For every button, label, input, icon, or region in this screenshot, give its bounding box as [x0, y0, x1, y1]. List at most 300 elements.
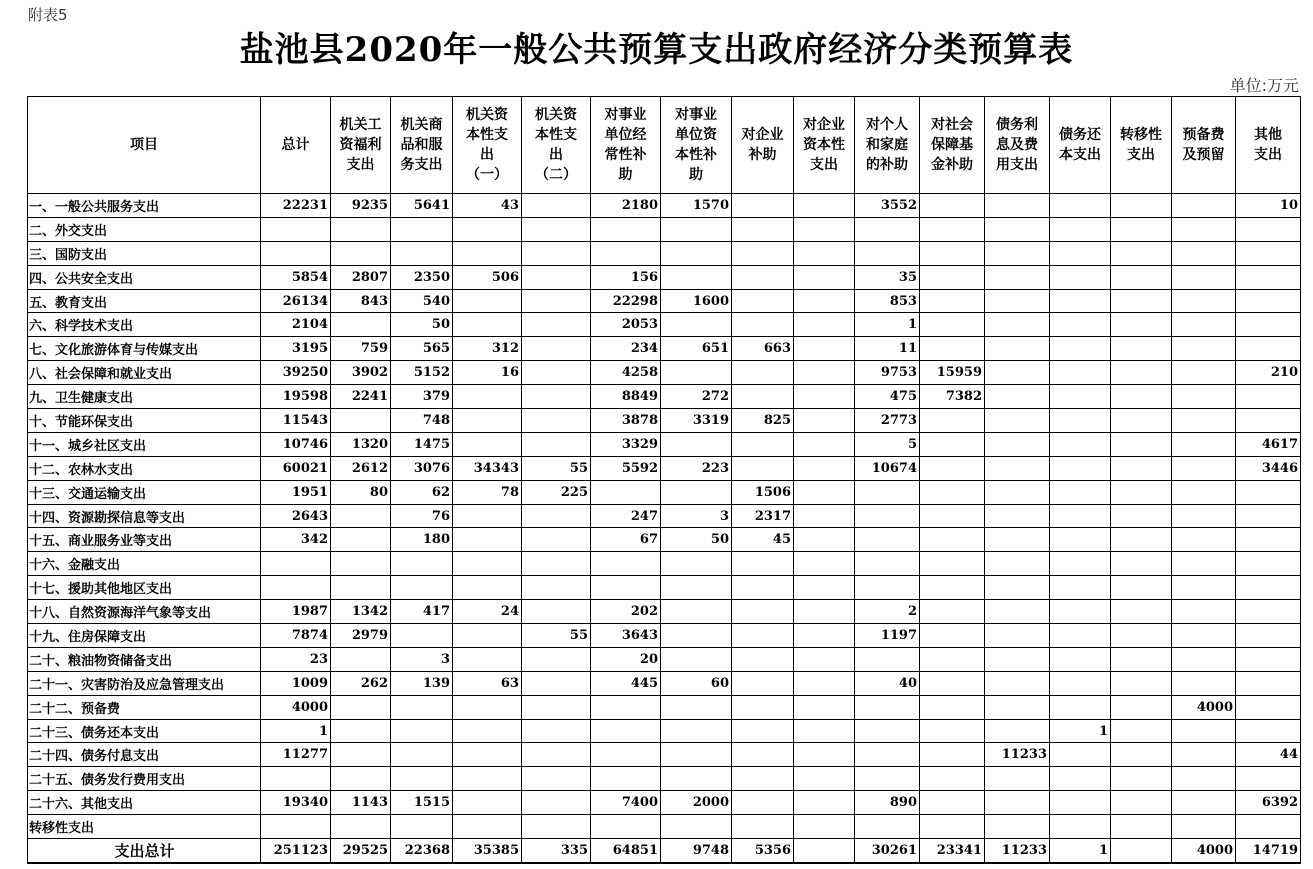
table-cell: 2241	[331, 385, 391, 409]
table-row	[28, 576, 1301, 600]
table-cell	[1050, 480, 1111, 504]
column-header	[591, 97, 661, 194]
table-cell	[522, 767, 591, 791]
table-cell	[1236, 767, 1301, 791]
table-cell	[855, 504, 920, 528]
table-cell	[985, 194, 1050, 218]
table-cell	[1172, 265, 1236, 289]
table-cell: 1	[261, 719, 331, 743]
table-cell	[391, 552, 453, 576]
table-cell	[522, 504, 591, 528]
table-cell	[855, 241, 920, 265]
table-cell	[732, 552, 794, 576]
table-cell	[1111, 815, 1172, 839]
table-cell: 223	[661, 456, 732, 480]
row-label: 二十二、预备费	[28, 695, 261, 719]
table-cell	[1172, 456, 1236, 480]
column-header	[453, 97, 522, 194]
table-cell	[331, 743, 391, 767]
table-cell: 1009	[261, 671, 331, 695]
budget-table	[27, 96, 1301, 864]
table-cell	[1050, 361, 1111, 385]
table-cell: 202	[591, 600, 661, 624]
table-cell: 9235	[331, 194, 391, 218]
row-label: 十二、农林水支出	[28, 456, 261, 480]
column-header	[1050, 97, 1111, 194]
table-cell: 1342	[331, 600, 391, 624]
table-cell	[1050, 194, 1111, 218]
table-cell	[661, 480, 732, 504]
table-cell	[985, 241, 1050, 265]
column-header-label: 机关资 本性支 出 （二）	[535, 107, 577, 183]
table-row	[28, 624, 1301, 648]
table-cell	[1111, 719, 1172, 743]
table-cell	[1111, 456, 1172, 480]
row-label: 十九、住房保障支出	[28, 624, 261, 648]
table-cell	[591, 217, 661, 241]
table-cell: 11277	[261, 743, 331, 767]
row-label: 十三、交通运输支出	[28, 480, 261, 504]
column-header-label: 总计	[281, 137, 310, 153]
table-cell	[1172, 671, 1236, 695]
table-cell	[794, 528, 855, 552]
table-cell: 1506	[732, 480, 794, 504]
table-cell	[1050, 695, 1111, 719]
table-cell	[1172, 791, 1236, 815]
table-cell	[920, 624, 985, 648]
table-cell	[732, 265, 794, 289]
table-cell	[985, 217, 1050, 241]
table-cell	[1050, 456, 1111, 480]
table-cell	[794, 289, 855, 313]
table-cell: 379	[391, 385, 453, 409]
table-cell	[661, 647, 732, 671]
table-cell	[1236, 289, 1301, 313]
table-row	[28, 217, 1301, 241]
table-cell: 251123	[261, 839, 331, 863]
table-cell	[661, 719, 732, 743]
table-cell	[794, 480, 855, 504]
table-cell	[661, 241, 732, 265]
table-cell	[331, 528, 391, 552]
table-cell	[453, 313, 522, 337]
table-cell	[331, 767, 391, 791]
table-cell	[794, 337, 855, 361]
column-header	[391, 97, 453, 194]
table-cell	[661, 361, 732, 385]
table-cell	[522, 361, 591, 385]
table-cell	[855, 480, 920, 504]
table-cell	[1236, 241, 1301, 265]
table-cell	[1172, 504, 1236, 528]
column-header-label: 对个人 和家庭 的补助	[866, 117, 908, 173]
table-cell	[920, 265, 985, 289]
table-cell	[1172, 432, 1236, 456]
table-cell	[1172, 361, 1236, 385]
table-cell	[261, 576, 331, 600]
table-cell	[1050, 409, 1111, 433]
table-cell: 67	[591, 528, 661, 552]
table-cell: 19598	[261, 385, 331, 409]
table-cell	[732, 217, 794, 241]
table-cell	[1111, 743, 1172, 767]
table-cell	[920, 289, 985, 313]
table-row	[28, 409, 1301, 433]
table-cell	[1172, 624, 1236, 648]
table-cell	[1111, 647, 1172, 671]
table-cell	[1050, 576, 1111, 600]
table-cell: 14719	[1236, 839, 1301, 863]
table-cell: 2612	[331, 456, 391, 480]
table-cell	[855, 576, 920, 600]
table-cell: 2773	[855, 409, 920, 433]
table-cell	[1111, 695, 1172, 719]
table-cell	[661, 265, 732, 289]
table-cell	[1236, 600, 1301, 624]
row-label: 二十六、其他支出	[28, 791, 261, 815]
table-cell	[331, 313, 391, 337]
table-row	[28, 385, 1301, 409]
table-row	[28, 719, 1301, 743]
table-cell: 10746	[261, 432, 331, 456]
table-cell	[331, 217, 391, 241]
table-header	[28, 97, 1301, 194]
table-cell	[591, 241, 661, 265]
table-cell	[985, 456, 1050, 480]
table-cell: 43	[453, 194, 522, 218]
column-header	[855, 97, 920, 194]
table-cell	[1172, 241, 1236, 265]
table-cell	[855, 552, 920, 576]
table-cell	[1050, 289, 1111, 313]
table-cell	[522, 576, 591, 600]
table-cell	[1050, 600, 1111, 624]
table-cell	[661, 695, 732, 719]
table-cell: 26134	[261, 289, 331, 313]
table-cell: 651	[661, 337, 732, 361]
table-row	[28, 743, 1301, 767]
table-cell	[522, 600, 591, 624]
table-cell	[1172, 552, 1236, 576]
table-cell	[1111, 361, 1172, 385]
table-row	[28, 671, 1301, 695]
table-cell	[794, 600, 855, 624]
table-row	[28, 361, 1301, 385]
table-cell: 2104	[261, 313, 331, 337]
column-header	[1172, 97, 1236, 194]
table-cell: 210	[1236, 361, 1301, 385]
row-label: 八、社会保障和就业支出	[28, 361, 261, 385]
table-cell	[331, 719, 391, 743]
table-cell: 55	[522, 456, 591, 480]
table-cell: 2	[855, 600, 920, 624]
table-cell	[1050, 767, 1111, 791]
table-cell	[1172, 194, 1236, 218]
table-cell: 11233	[985, 839, 1050, 863]
table-cell	[453, 552, 522, 576]
table-cell	[1172, 719, 1236, 743]
table-cell: 3195	[261, 337, 331, 361]
table-cell	[732, 600, 794, 624]
table-cell	[732, 456, 794, 480]
table-cell	[522, 313, 591, 337]
table-cell: 1475	[391, 432, 453, 456]
row-label: 五、教育支出	[28, 289, 261, 313]
table-cell	[391, 815, 453, 839]
column-header-label: 预备费 及预留	[1182, 127, 1225, 163]
row-label: 十五、商业服务业等支出	[28, 528, 261, 552]
row-label: 支出总计	[28, 839, 261, 863]
header-row	[28, 97, 1301, 194]
table-cell	[1050, 217, 1111, 241]
table-cell	[920, 409, 985, 433]
table-cell	[1050, 265, 1111, 289]
table-cell	[1172, 576, 1236, 600]
table-cell	[522, 552, 591, 576]
table-cell	[794, 241, 855, 265]
table-cell	[661, 432, 732, 456]
table-cell	[1236, 409, 1301, 433]
table-cell: 1570	[661, 194, 732, 218]
table-cell	[1111, 839, 1172, 863]
table-cell	[1111, 337, 1172, 361]
table-cell	[391, 624, 453, 648]
table-cell	[453, 504, 522, 528]
row-label: 二十四、债务付息支出	[28, 743, 261, 767]
table-cell	[732, 719, 794, 743]
table-cell	[1050, 241, 1111, 265]
table-cell	[794, 432, 855, 456]
table-cell: 748	[391, 409, 453, 433]
column-header	[1236, 97, 1301, 194]
page-title: 盐池县2020年一般公共预算支出政府经济分类预算表	[239, 30, 1074, 70]
table-cell	[331, 695, 391, 719]
table-cell	[1111, 767, 1172, 791]
table-cell: 3446	[1236, 456, 1301, 480]
table-cell	[661, 815, 732, 839]
table-cell	[985, 361, 1050, 385]
table-cell	[985, 624, 1050, 648]
table-cell: 843	[331, 289, 391, 313]
table-cell: 5641	[391, 194, 453, 218]
table-cell	[1172, 289, 1236, 313]
row-label: 十四、资源勘探信息等支出	[28, 504, 261, 528]
table-row	[28, 815, 1301, 839]
table-cell	[1050, 671, 1111, 695]
table-cell	[732, 313, 794, 337]
table-cell	[522, 743, 591, 767]
table-cell	[522, 337, 591, 361]
column-header-label: 对企业 资本性 支出	[803, 117, 845, 173]
table-cell	[985, 385, 1050, 409]
table-cell	[794, 624, 855, 648]
table-cell: 663	[732, 337, 794, 361]
table-cell: 3	[661, 504, 732, 528]
table-cell: 262	[331, 671, 391, 695]
row-label: 九、卫生健康支出	[28, 385, 261, 409]
table-cell	[985, 576, 1050, 600]
table-cell	[453, 241, 522, 265]
table-cell	[985, 671, 1050, 695]
table-cell: 22298	[591, 289, 661, 313]
table-cell	[661, 767, 732, 791]
table-cell	[794, 839, 855, 863]
table-cell	[794, 265, 855, 289]
table-cell	[920, 743, 985, 767]
table-cell	[732, 385, 794, 409]
table-cell: 55	[522, 624, 591, 648]
column-header-label: 对事业 单位资 本性补 助	[675, 107, 717, 183]
table-cell	[1050, 432, 1111, 456]
table-cell	[1050, 313, 1111, 337]
table-cell	[661, 576, 732, 600]
table-cell	[522, 791, 591, 815]
table-cell	[331, 576, 391, 600]
table-cell	[794, 743, 855, 767]
table-cell: 139	[391, 671, 453, 695]
row-label: 六、科学技术支出	[28, 313, 261, 337]
row-label: 十、节能环保支出	[28, 409, 261, 433]
table-cell	[794, 647, 855, 671]
table-row	[28, 194, 1301, 218]
table-cell	[985, 265, 1050, 289]
table-cell	[1050, 528, 1111, 552]
table-cell	[1111, 265, 1172, 289]
table-cell: 7874	[261, 624, 331, 648]
table-cell: 2350	[391, 265, 453, 289]
table-cell: 7400	[591, 791, 661, 815]
table-row	[28, 528, 1301, 552]
table-cell	[855, 528, 920, 552]
table-cell	[985, 313, 1050, 337]
table-cell: 5356	[732, 839, 794, 863]
table-cell	[391, 241, 453, 265]
row-label: 七、文化旅游体育与传媒支出	[28, 337, 261, 361]
table-cell	[985, 528, 1050, 552]
table-cell	[794, 815, 855, 839]
table-cell	[920, 647, 985, 671]
table-cell	[732, 695, 794, 719]
table-cell	[985, 289, 1050, 313]
table-cell: 1143	[331, 791, 391, 815]
table-cell	[920, 719, 985, 743]
row-label: 二十、粮油物资储备支出	[28, 647, 261, 671]
table-cell	[591, 719, 661, 743]
table-cell	[732, 194, 794, 218]
table-cell: 5152	[391, 361, 453, 385]
table-cell	[732, 791, 794, 815]
row-label: 二十一、灾害防治及应急管理支出	[28, 671, 261, 695]
table-cell	[1236, 313, 1301, 337]
table-cell	[1236, 528, 1301, 552]
column-header-label: 项目	[130, 137, 158, 153]
table-cell: 22231	[261, 194, 331, 218]
table-cell: 40	[855, 671, 920, 695]
column-header-label: 债务还 本支出	[1059, 127, 1101, 163]
table-cell: 1	[855, 313, 920, 337]
table-cell	[732, 432, 794, 456]
table-cell	[855, 695, 920, 719]
table-cell	[985, 767, 1050, 791]
table-cell: 4000	[1172, 839, 1236, 863]
table-cell	[985, 791, 1050, 815]
table-cell: 1197	[855, 624, 920, 648]
annex-label: 附表5	[28, 6, 68, 24]
table-cell	[1172, 600, 1236, 624]
column-header-label: 对社会 保障基 金补助	[931, 117, 973, 173]
table-cell	[661, 552, 732, 576]
table-cell: 15959	[920, 361, 985, 385]
table-cell	[794, 767, 855, 791]
table-cell: 247	[591, 504, 661, 528]
table-row	[28, 241, 1301, 265]
table-cell: 2317	[732, 504, 794, 528]
table-cell	[1111, 432, 1172, 456]
table-cell	[985, 432, 1050, 456]
table-cell: 20	[591, 647, 661, 671]
table-cell: 23341	[920, 839, 985, 863]
table-cell	[391, 217, 453, 241]
table-cell: 80	[331, 480, 391, 504]
table-cell	[522, 409, 591, 433]
table-cell	[732, 671, 794, 695]
table-cell: 3552	[855, 194, 920, 218]
table-cell: 50	[391, 313, 453, 337]
table-cell: 2180	[591, 194, 661, 218]
table-cell	[794, 576, 855, 600]
table-cell: 759	[331, 337, 391, 361]
table-cell: 8849	[591, 385, 661, 409]
table-cell	[331, 815, 391, 839]
table-cell	[985, 552, 1050, 576]
column-header-label: 机关工 资福利 支出	[339, 117, 382, 173]
table-cell	[1111, 624, 1172, 648]
table-cell	[920, 815, 985, 839]
table-cell	[985, 409, 1050, 433]
table-cell: 1987	[261, 600, 331, 624]
table-cell	[453, 815, 522, 839]
table-cell	[855, 719, 920, 743]
table-cell	[1172, 480, 1236, 504]
table-cell: 6392	[1236, 791, 1301, 815]
table-cell	[261, 815, 331, 839]
table-row	[28, 432, 1301, 456]
table-cell	[794, 671, 855, 695]
table-cell	[794, 217, 855, 241]
row-label: 转移性支出	[28, 815, 261, 839]
table-cell: 1515	[391, 791, 453, 815]
table-cell	[794, 791, 855, 815]
table-cell	[794, 504, 855, 528]
table-cell	[453, 719, 522, 743]
table-row	[28, 313, 1301, 337]
table-cell	[1236, 337, 1301, 361]
table-cell	[453, 647, 522, 671]
table-cell: 64851	[591, 839, 661, 863]
table-cell	[522, 719, 591, 743]
table-cell	[1172, 647, 1236, 671]
table-cell	[985, 480, 1050, 504]
table-cell	[1050, 624, 1111, 648]
table-cell: 11	[855, 337, 920, 361]
table-cell	[522, 432, 591, 456]
table-cell: 60	[661, 671, 732, 695]
table-cell	[1172, 313, 1236, 337]
table-cell	[920, 194, 985, 218]
table-cell	[1050, 743, 1111, 767]
table-cell	[1172, 337, 1236, 361]
table-cell	[920, 432, 985, 456]
